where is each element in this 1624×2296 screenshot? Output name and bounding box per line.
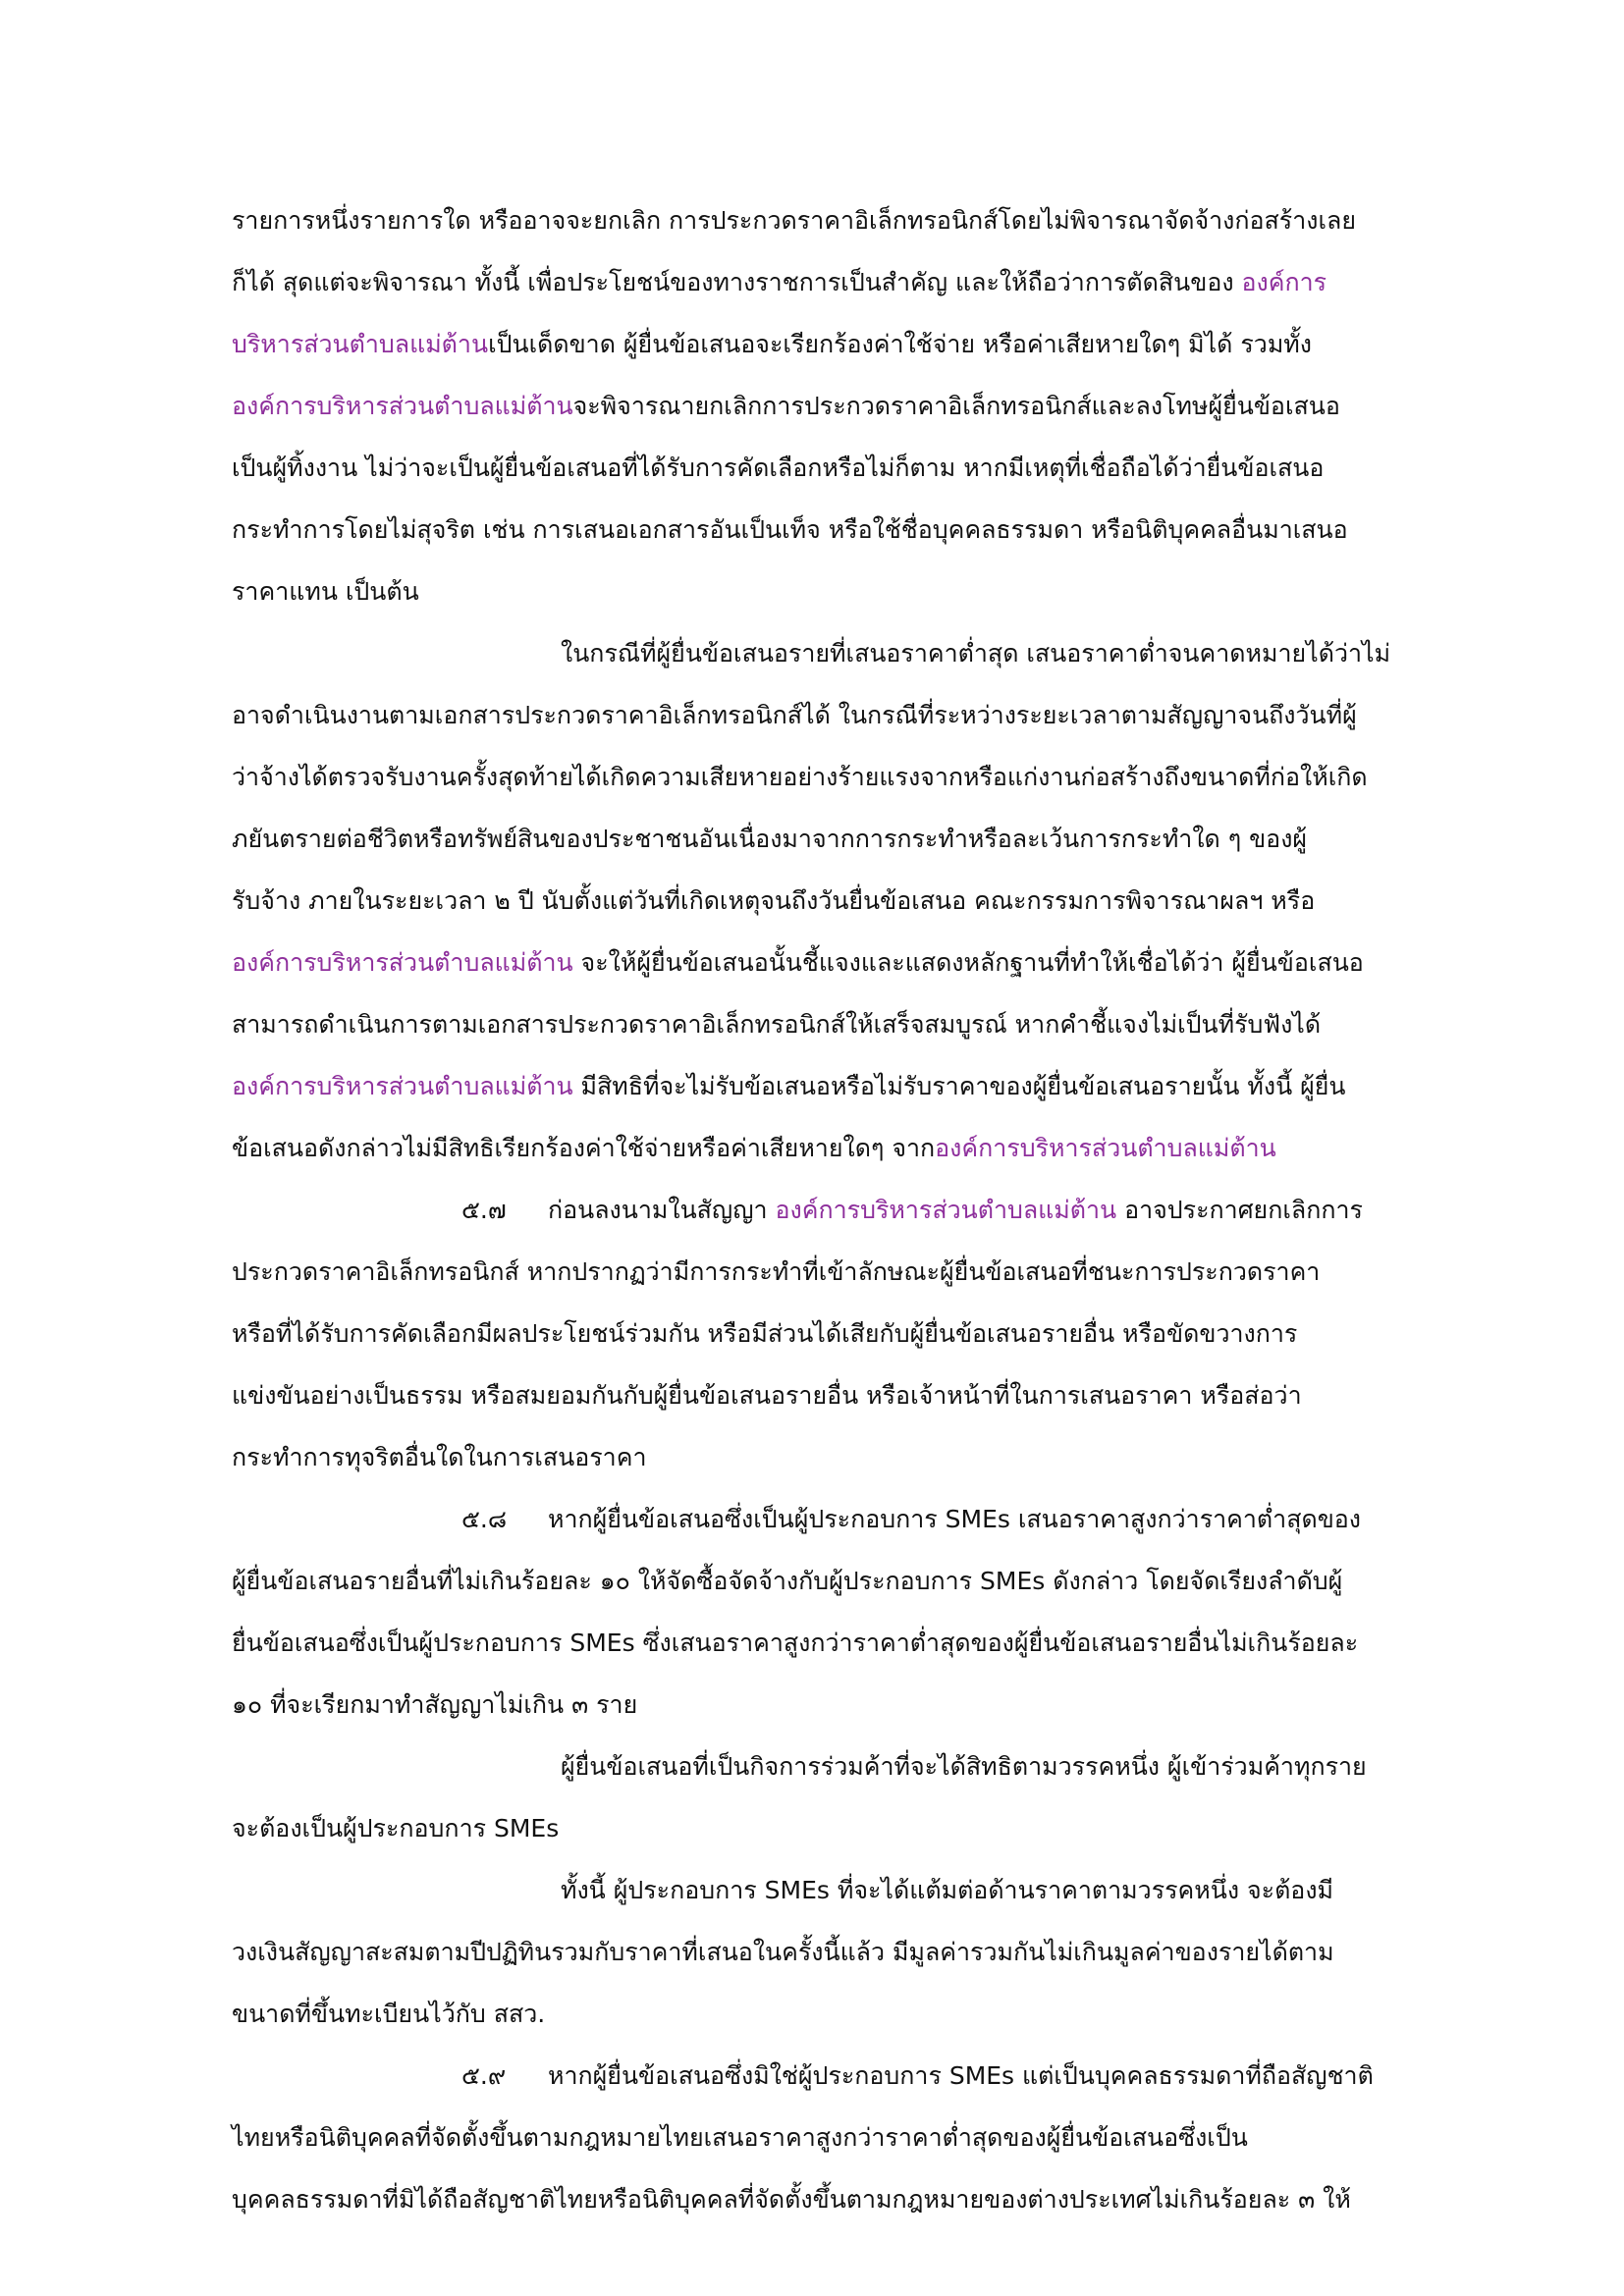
text-line: [232, 574, 419, 610]
org-name-highlight: บริหารส่วนตำบลแม่ต้าน: [232, 329, 489, 358]
text-line: [232, 2182, 1351, 2217]
line-text: ๑๐ ที่จะเรียกมาทำสัญญาไม่เกิน ๓ ราย: [232, 1689, 638, 1719]
text-line: [232, 1378, 1302, 1414]
org-name-highlight: องค์การบริหารส่วนตำบลแม่ต้าน: [232, 391, 573, 420]
line-text: จะให้ผู้ยื่นข้อเสนอนั้นชี้แจงและแสดงหลักฐานที่ทำให้เชื่อได้ว่า ผู้ยื่นข้อเสนอ: [572, 947, 1364, 977]
text-line: [232, 2120, 1248, 2156]
section-number: ๕.๗: [461, 1195, 507, 1224]
org-name-highlight: องค์การบริหารส่วนตำบลแม่ต้าน: [935, 1133, 1276, 1162]
text-line: [232, 1007, 1321, 1042]
line-text: เป็นผู้ทิ้งงาน ไม่ว่าจะเป็นผู้ยื่นข้อเสนอที่ได้รับการคัดเลือกหรือไม่ก็ตาม หากมีเหตุที่เชื่อถือได้ว่ายื่นข้อเสนอ: [232, 453, 1325, 482]
text-line: [232, 327, 1312, 362]
text-line: [461, 2058, 1374, 2094]
line-text: แข่งขันอย่างเป็นธรรม หรือสมยอมกันกับผู้ยื่นข้อเสนอรายอื่น หรือเจ้าหน้าที่ในการเสนอราคา หรือส่อว่า: [232, 1380, 1302, 1410]
text-line: [232, 1564, 1342, 1599]
text-line: [232, 1626, 1358, 1661]
line-text: ในกรณีที่ผู้ยื่นข้อเสนอรายที่เสนอราคาต่ำสุด เสนอราคาต่ำจนคาดหมายได้ว่าไม่: [561, 638, 1391, 667]
line-text: อาจประกาศยกเลิกการ: [1116, 1195, 1363, 1224]
line-text: หากผู้ยื่นข้อเสนอซึ่งมิใช่ผู้ประกอบการ SMEs แต่เป็นบุคคลธรรมดาที่ถือสัญชาติ: [548, 2060, 1374, 2090]
text-line: [232, 698, 1357, 733]
line-text: หรือที่ได้รับการคัดเลือกมีผลประโยชน์ร่วมกัน หรือมีส่วนได้เสียกับผู้ยื่นข้อเสนอรายอื่น หรือขัดขวางการ: [232, 1318, 1298, 1348]
section-number: ๕.๙: [461, 2060, 507, 2090]
line-text: จะต้องเป็นผู้ประกอบการ SMEs: [232, 1813, 560, 1842]
line-text: บุคคลธรรมดาที่มิได้ถือสัญชาติไทยหรือนิติบุคคลที่จัดตั้งขึ้นตามกฎหมายของต่างประเทศไม่เกินร้อยละ ๓ ให้: [232, 2184, 1351, 2214]
line-text: ทั้งนี้ ผู้ประกอบการ SMEs ที่จะได้แต้มต่อด้านราคาตามวรรคหนึ่ง จะต้องมี: [561, 1875, 1334, 1904]
text-line: [232, 512, 1348, 548]
text-line: [232, 1255, 1320, 1290]
line-text: สามารถดำเนินการตามเอกสารประกวดราคาอิเล็กทรอนิกส์ให้เสร็จสมบูรณ์ หากคำชี้แจงไม่เป็นที่รับฟังได้: [232, 1009, 1322, 1039]
line-text: ขนาดที่ขึ้นทะเบียนไว้กับ สสว.: [232, 1999, 546, 2028]
line-text: ภยันตรายต่อชีวิตหรือทรัพย์สินของประชาชนอันเนื่องมาจากการกระทำหรือละเว้นการกระทำใด ๆ ของผู้: [232, 824, 1308, 853]
text-line: [232, 883, 1315, 919]
org-name-highlight: องค์การ: [1241, 267, 1327, 296]
line-text: รับจ้าง ภายในระยะเวลา ๒ ปี นับตั้งแต่วันที่เกิดเหตุจนถึงวันยื่นข้อเสนอ คณะกรรมการพิจารณาผลฯ หรือ: [232, 885, 1316, 915]
line-text: หากผู้ยื่นข้อเสนอซึ่งเป็นผู้ประกอบการ SMEs เสนอราคาสูงกว่าราคาต่ำสุดของ: [548, 1504, 1362, 1533]
text-line: [232, 945, 1364, 981]
line-text: ผู้ยื่นข้อเสนอรายอื่นที่ไม่เกินร้อยละ ๑๐ ให้จัดซื้อจัดจ้างกับผู้ประกอบการ SMEs ดังกล่าว โดยจัดเรียงลำดับผู้: [232, 1566, 1343, 1595]
text-line: [232, 451, 1324, 486]
line-text: ข้อเสนอดังกล่าวไม่มีสิทธิเรียกร้องค่าใช้จ่ายหรือค่าเสียหายใดๆ จาก: [232, 1133, 936, 1162]
line-text: ก่อนลงนามในสัญญา: [548, 1195, 776, 1224]
text-line: [561, 1873, 1333, 1908]
line-text: ไทยหรือนิติบุคคลที่จัดตั้งขึ้นตามกฎหมายไทยเสนอราคาสูงกว่าราคาต่ำสุดของผู้ยื่นข้อเสนอซึ่งเป็น: [232, 2122, 1248, 2152]
text-line: [232, 389, 1340, 424]
section-number: ๕.๘: [461, 1504, 508, 1533]
line-text: ผู้ยื่นข้อเสนอที่เป็นกิจการร่วมค้าที่จะได้สิทธิตามวรรคหนึ่ง ผู้เข้าร่วมค้าทุกราย: [561, 1751, 1367, 1781]
text-line: [232, 760, 1368, 795]
text-line: [232, 265, 1326, 300]
org-name-highlight: องค์การบริหารส่วนตำบลแม่ต้าน: [775, 1195, 1117, 1224]
line-text: จะพิจารณายกเลิกการประกวดราคาอิเล็กทรอนิกส์และลงโทษผู้ยื่นข้อเสนอ: [572, 391, 1340, 420]
text-line: [232, 1316, 1297, 1352]
line-text: ว่าจ้างได้ตรวจรับงานครั้งสุดท้ายได้เกิดความเสียหายอย่างร้ายแรงจากหรือแก่งานก่อสร้างถึงขนาดที่ก่อให้เกิด: [232, 762, 1368, 791]
text-line: [232, 1069, 1346, 1104]
line-text: อาจดำเนินงานตามเอกสารประกวดราคาอิเล็กทรอนิกส์ได้ ในกรณีที่ระหว่างระยะเวลาตามสัญญาจนถึงวันที่ผู้: [232, 700, 1357, 729]
line-text: กระทำการทุจริตอื่นใดในการเสนอราคา: [232, 1442, 647, 1471]
line-text: ประกวดราคาอิเล็กทรอนิกส์ หากปรากฏว่ามีการกระทำที่เข้าลักษณะผู้ยื่นข้อเสนอที่ชนะการประกวดราคา: [232, 1256, 1321, 1286]
line-text: ราคาแทน เป็นต้น: [232, 576, 419, 606]
org-name-highlight: องค์การบริหารส่วนตำบลแม่ต้าน: [232, 1071, 573, 1100]
text-line: [232, 1997, 545, 2032]
text-line: [561, 636, 1390, 671]
line-text: กระทำการโดยไม่สุจริต เช่น การเสนอเอกสารอันเป็นเท็จ หรือใช้ชื่อบุคคลธรรมดา หรือนิติบุคคลอื่นมาเสนอ: [232, 514, 1348, 544]
text-line: [232, 1440, 647, 1475]
text-line: [461, 1193, 1363, 1228]
line-text: มีสิทธิที่จะไม่รับข้อเสนอหรือไม่รับราคาของผู้ยื่นข้อเสนอรายนั้น ทั้งนี้ ผู้ยื่น: [572, 1071, 1346, 1100]
text-line: [232, 1811, 559, 1846]
text-line: [561, 1749, 1367, 1785]
line-text: วงเงินสัญญาสะสมตามปีปฏิทินรวมกับราคาที่เสนอในครั้งนี้แล้ว มีมูลค่ารวมกันไม่เกินมูลค่าของรายได้ตาม: [232, 1937, 1334, 1966]
text-line: [461, 1502, 1361, 1537]
line-text: เป็นเด็ดขาด ผู้ยื่นข้อเสนอจะเรียกร้องค่าใช้จ่าย หรือค่าเสียหายใดๆ มิได้ รวมทั้ง: [488, 329, 1312, 358]
text-line: [232, 1935, 1334, 1970]
org-name-highlight: องค์การบริหารส่วนตำบลแม่ต้าน: [232, 947, 573, 977]
text-line: [232, 1687, 637, 1723]
line-text: รายการหนึ่งรายการใด หรืออาจจะยกเลิก การประกวดราคาอิเล็กทรอนิกส์โดยไม่พิจารณาจัดจ้างก่อสร้างเลย: [232, 205, 1356, 235]
text-line: [232, 1131, 1276, 1166]
text-line: [232, 822, 1307, 857]
line-text: ก็ได้ สุดแต่จะพิจารณา ทั้งนี้ เพื่อประโยชน์ของทางราชการเป็นสำคัญ และให้ถือว่าการตัดสินของ: [232, 267, 1242, 296]
line-text: ยื่นข้อเสนอซึ่งเป็นผู้ประกอบการ SMEs ซึ่งเสนอราคาสูงกว่าราคาต่ำสุดของผู้ยื่นข้อเสนอรายอื่นไม่เกินร้อยละ: [232, 1628, 1359, 1657]
text-line: [232, 203, 1356, 239]
